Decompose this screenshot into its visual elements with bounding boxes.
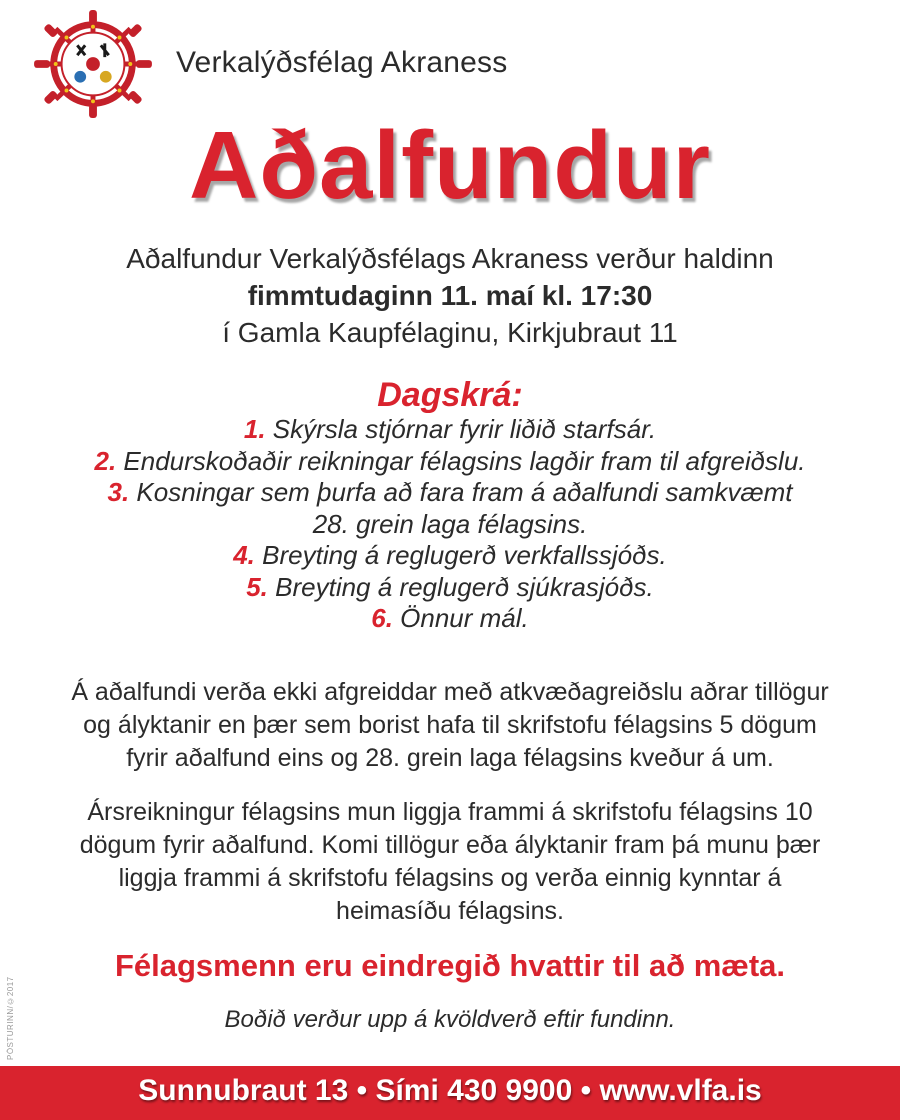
main-title: Aðalfundur: [189, 112, 711, 219]
agenda-item: [20, 603, 880, 635]
agenda-item: [20, 572, 880, 604]
paragraph-line: Ársreikningur félagsins mun liggja frammi á skrifstofu félagsins 10: [87, 798, 813, 826]
meeting-date-time: fimmtudaginn 11. maí kl. 17:30: [247, 280, 653, 311]
intro-line: Aðalfundur Verkalýðsfélags Akraness verður haldinn: [126, 243, 774, 274]
agenda-list: [20, 414, 880, 635]
publisher-credit: PÓSTURINN/©2017: [6, 976, 15, 1060]
meeting-details: [0, 240, 900, 351]
agenda-item-number: 3.: [107, 477, 130, 507]
agenda-item: [20, 540, 880, 572]
agenda-item-text: Skýrsla stjórnar fyrir liðið starfsár.: [272, 414, 657, 444]
agenda-item-number: 1.: [243, 414, 266, 444]
agenda-item-number: 4.: [233, 540, 255, 570]
paragraph-line: fyrir aðalfund eins og 28. grein laga félagsins kveður á um.: [126, 744, 774, 772]
paragraph-line: dögum fyrir aðalfund. Komi tillögur eða ályktanir fram þá munu þær: [79, 831, 821, 859]
agenda-item-text: Breyting á reglugerð verkfallssjóðs.: [262, 540, 667, 570]
agenda-item: [20, 477, 880, 509]
agenda-item-text: Breyting á reglugerð sjúkrasjóðs.: [275, 571, 654, 602]
paragraph-line: Á aðalfundi verða ekki afgreiddar með atkvæðagreiðslu aðrar tillögur: [71, 678, 829, 706]
accounts-paragraph: [20, 796, 880, 928]
agenda-item: [20, 414, 880, 446]
agenda-item: [20, 446, 880, 478]
header: [34, 10, 874, 120]
organization-name: Verkalýðsfélag Akraness: [176, 46, 508, 79]
ship-wheel-logo-icon: [34, 10, 152, 118]
agenda-item-number: 5.: [246, 571, 268, 602]
paragraph-line: og ályktanir en þær sem borist hafa til skrifstofu félagsins 5 dögum: [83, 711, 817, 739]
agenda-title: Dagskrá:: [377, 376, 523, 414]
contact-footer: Sunnubraut 13 • Sími 430 9900 • www.vlfa.is: [0, 1066, 900, 1120]
dinner-note: Boðið verður upp á kvöldverð eftir fundinn.: [224, 1006, 676, 1033]
meeting-location: í Gamla Kaupfélaginu, Kirkjubraut 11: [222, 317, 678, 348]
agenda-item-text: Kosningar sem þurfa að fara fram á aðalfundi samkvæmt: [136, 477, 793, 507]
agenda-item-text: Endurskoðaðir reikningar félagsins lagðir fram til afgreiðslu.: [123, 445, 806, 476]
paragraph-line: liggja frammi á skrifstofu félagsins og verða einnig kynntar á: [118, 864, 782, 892]
agenda-item-number: 2.: [94, 445, 117, 476]
paragraph-line: heimasíðu félagsins.: [336, 897, 564, 925]
agenda-item-continuation: 28. grein laga félagsins.: [312, 508, 588, 539]
agenda-item-number: 6.: [371, 603, 393, 633]
agenda-item-text: Önnur mál.: [400, 603, 529, 633]
proposals-paragraph: [20, 676, 880, 775]
call-to-action: Félagsmenn eru eindregið hvattir til að mæta.: [114, 948, 786, 983]
